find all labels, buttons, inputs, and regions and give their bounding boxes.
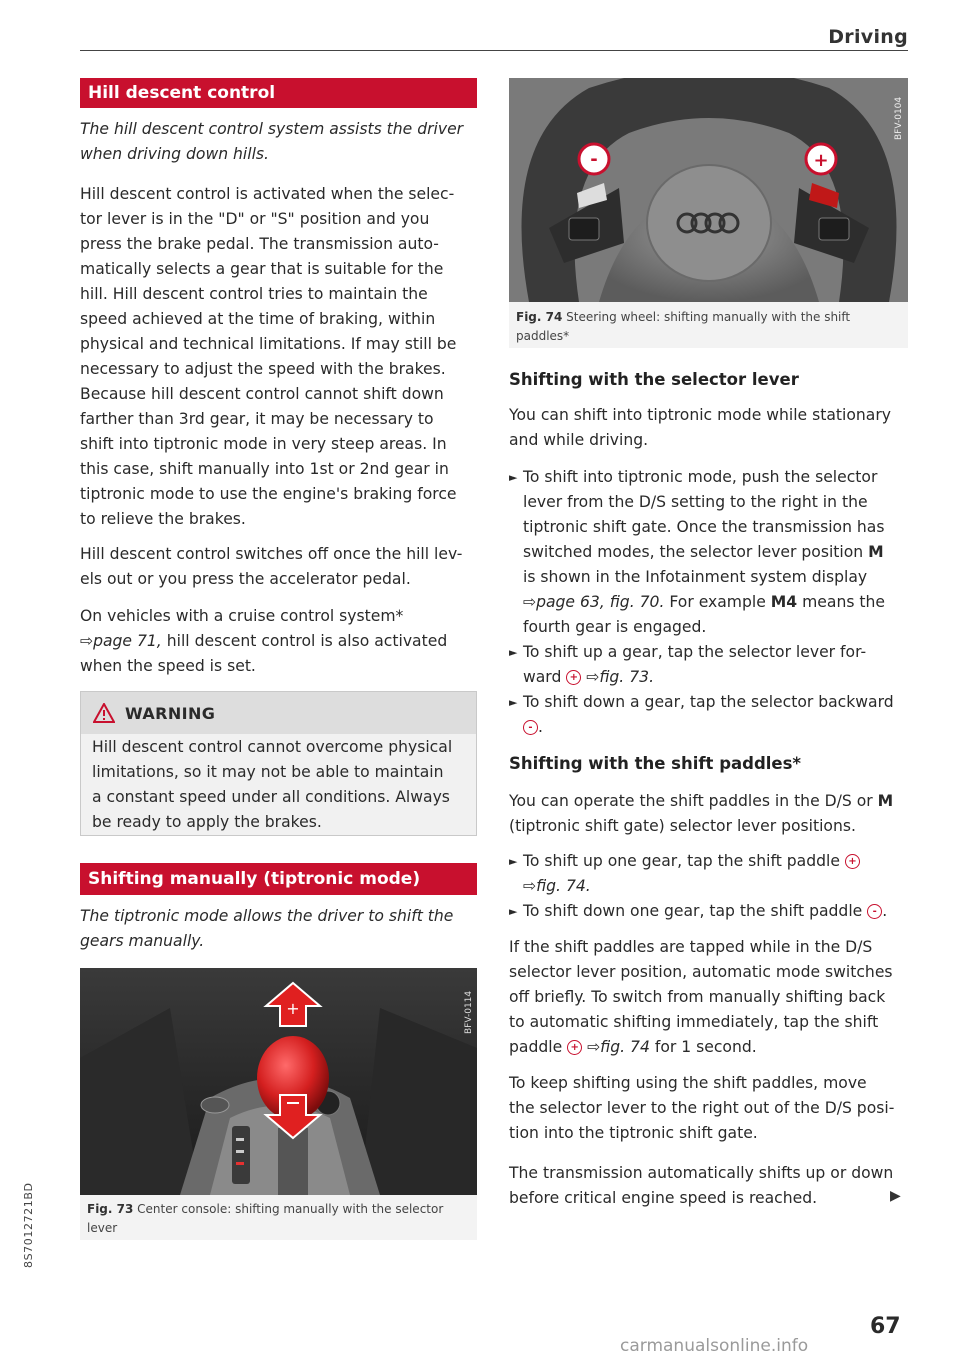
hill-paragraph-2 — [80, 542, 462, 592]
caption-line — [87, 1200, 443, 1219]
text-line — [523, 590, 885, 615]
text-line: (tiptronic shift gate) selector lever positions. — [509, 817, 856, 835]
hill-intro — [80, 117, 463, 167]
gear-label-m4: M4 — [770, 593, 798, 611]
plus-icon: + — [566, 670, 581, 685]
text-line — [509, 1035, 893, 1060]
text-line: off briefly. To switch from manually shifting back — [509, 988, 886, 1006]
caption-line — [516, 308, 850, 327]
bullet-icon: ► — [509, 905, 518, 918]
text-fragment: hill descent control is also activated — [161, 632, 448, 650]
text-line: The tiptronic mode allows the driver to shift the — [80, 907, 454, 925]
selector-position-m: M — [877, 792, 894, 810]
warning-text — [92, 735, 452, 835]
text-line: fourth gear is engaged. — [523, 618, 707, 636]
caption-text: Center console: shifting manually with the selector — [137, 1202, 444, 1216]
text-line: The transmission automatically shifts up or down — [509, 1164, 894, 1182]
text-fragment: To shift down one gear, tap the shift paddle — [523, 902, 868, 920]
figure-caption — [87, 1200, 443, 1238]
text-line — [523, 665, 866, 690]
text-fragment: You can operate the shift paddles in the D/S or — [509, 792, 878, 810]
text-line: necessary to adjust the speed with the brakes. — [80, 360, 446, 378]
text-line — [509, 789, 893, 814]
figure-74 — [509, 78, 908, 348]
paddles-paragraph-4 — [509, 1161, 893, 1211]
bullet-icon: ► — [509, 696, 518, 709]
text-line: before critical engine speed is reached. — [509, 1189, 818, 1207]
bullet-icon: ► — [509, 471, 518, 484]
text-line: On vehicles with a cruise control system* — [80, 607, 404, 625]
figure-73 — [80, 968, 477, 1240]
heading-shift-paddles: Shifting with the shift paddles* — [509, 754, 802, 773]
text-line: tiptronic shift gate. Once the transmission has — [523, 518, 885, 536]
page-reference-link[interactable]: ⇨page 63, fig. 70. — [523, 593, 665, 611]
section-title-tiptronic: Shifting manually (tiptronic mode) — [80, 863, 477, 895]
text-line: To shift down a gear, tap the selector backward — [523, 693, 894, 711]
text-line: Hill descent control switches off once the hill lev- — [80, 545, 463, 563]
text-line: gears manually. — [80, 932, 205, 950]
svg-text:-: - — [590, 149, 598, 170]
text-line: tion into the tiptronic shift gate. — [509, 1124, 758, 1142]
section-title-hill-descent: Hill descent control — [80, 78, 477, 108]
bullet-icon: ► — [509, 855, 518, 868]
heading-selector-lever: Shifting with the selector lever — [509, 370, 799, 389]
text-line: hill. Hill descent control tries to maintain the — [80, 285, 428, 303]
text-line: To shift down one gear, tap the shift paddle - . — [523, 902, 888, 920]
figure-reference-link[interactable]: ⇨fig. 74. — [523, 877, 591, 895]
caption-text: Steering wheel: shifting manually with the shift — [566, 310, 851, 324]
list-item — [509, 899, 888, 924]
hill-paragraph-1 — [80, 182, 457, 532]
text-line: farther than 3rd gear, it may be necessary to — [80, 410, 434, 428]
list-item — [509, 849, 860, 899]
svg-text:+: + — [286, 999, 300, 1018]
paddles-paragraph-3 — [509, 1071, 894, 1146]
text-line: to relieve the brakes. — [80, 510, 246, 528]
hill-paragraph-3 — [80, 604, 447, 679]
text-fragment: ward — [523, 668, 567, 686]
figure-label: Fig. 73 — [87, 1202, 134, 1216]
text-line: You can shift into tiptronic mode while stationary — [509, 406, 891, 424]
list-item — [509, 640, 867, 690]
list-item — [509, 690, 894, 740]
text-line: To keep shifting using the shift paddles, move — [509, 1074, 867, 1092]
text-line: Hill descent control cannot overcome physical — [92, 738, 453, 756]
figure-code: BFV-0104 — [894, 96, 904, 140]
caption-line: lever — [87, 1221, 118, 1235]
figure-code-wrapper — [894, 82, 906, 142]
text-line: limitations, so it may not be able to maintain — [92, 763, 444, 781]
minus-icon: - — [523, 720, 538, 735]
list-item — [509, 465, 886, 640]
caption-line: paddles* — [516, 329, 570, 343]
text-line: Hill descent control is activated when the selec- — [80, 185, 455, 203]
hill-intro-line: The hill descent control system assists the driver — [80, 120, 464, 138]
page-reference-link[interactable]: ⇨page 71, — [80, 632, 162, 650]
plus-icon: + — [567, 1040, 582, 1055]
figure-label: Fig. 74 — [516, 310, 563, 324]
figure-code-wrapper — [464, 976, 476, 1036]
text-fragment: switched modes, the selector lever position — [523, 543, 869, 561]
text-fragment: for 1 second. — [649, 1038, 757, 1056]
text-line: this case, shift manually into 1st or 2nd gear in — [80, 460, 449, 478]
text-line — [523, 849, 860, 874]
text-line: is shown in the Infotainment system display — [523, 568, 868, 586]
page-number: 67 — [870, 1314, 901, 1339]
selector-paragraph — [509, 403, 891, 453]
text-line: the selector lever to the right out of the D/S posi- — [509, 1099, 895, 1117]
figure-reference-link[interactable]: ⇨fig. 74 — [582, 1038, 650, 1056]
paddles-paragraph-2 — [509, 935, 893, 1060]
tiptronic-intro — [80, 904, 453, 954]
text-fragment: For example — [664, 593, 771, 611]
text-line: be ready to apply the brakes. — [92, 813, 322, 831]
hill-intro-line: when driving down hills. — [80, 145, 270, 163]
text-line: tiptronic mode to use the engine's braking force — [80, 485, 457, 503]
text-line: To shift up a gear, tap the selector lever for- — [523, 643, 867, 661]
watermark: carmanualsonline.info — [620, 1336, 809, 1356]
text-line: els out or you press the accelerator pedal. — [80, 570, 411, 588]
text-line: selector lever position, automatic mode switches — [509, 963, 893, 981]
steering-wheel-image — [509, 78, 908, 302]
text-line: and while driving. — [509, 431, 649, 449]
chapter-title: Driving — [828, 26, 908, 48]
text-fragment: To shift up one gear, tap the shift paddle — [523, 852, 845, 870]
text-line: Because hill descent control cannot shift down — [80, 385, 444, 403]
selector-position-m: M — [868, 543, 884, 561]
text-line: a constant speed under all conditions. Always — [92, 788, 450, 806]
text-line — [523, 540, 885, 565]
warning-box — [80, 691, 477, 836]
minus-icon: - — [867, 904, 882, 919]
figure-caption — [516, 308, 850, 346]
text-line: - . — [523, 715, 894, 740]
document-id: 8S7012721BD — [22, 1182, 35, 1268]
text-fragment: paddle — [509, 1038, 568, 1056]
warning-triangle-icon — [93, 703, 115, 723]
text-line: shift into tiptronic mode in very steep areas. In — [80, 435, 447, 453]
text-line: when the speed is set. — [80, 657, 256, 675]
text-line: To shift into tiptronic mode, push the selector — [523, 468, 878, 486]
text-fragment: means the — [797, 593, 886, 611]
continue-arrow-icon: ▶ — [890, 1188, 901, 1204]
text-line: If the shift paddles are tapped while in the D/S — [509, 938, 873, 956]
svg-text:+: + — [813, 150, 829, 171]
figure-code: BFV-0114 — [464, 990, 474, 1034]
text-line: physical and technical limitations. If may still be — [80, 335, 457, 353]
warning-title: WARNING — [125, 703, 216, 723]
header-rule — [80, 50, 908, 51]
text-line: to automatic shifting immediately, tap the shift — [509, 1013, 879, 1031]
text-line — [80, 629, 447, 654]
plus-icon: + — [845, 854, 860, 869]
text-line: press the brake pedal. The transmission auto- — [80, 235, 439, 253]
warning-header — [81, 692, 476, 734]
paddles-paragraph-1 — [509, 789, 893, 839]
text-line: matically selects a gear that is suitable for the — [80, 260, 444, 278]
text-line: tor lever is in the "D" or "S" position and you — [80, 210, 430, 228]
text-line: lever from the D/S setting to the right in the — [523, 493, 868, 511]
text-line: speed achieved at the time of braking, within — [80, 310, 436, 328]
bullet-icon: ► — [509, 646, 518, 659]
figure-reference-link[interactable]: ⇨fig. 73. — [581, 668, 655, 686]
center-console-image — [80, 968, 477, 1195]
